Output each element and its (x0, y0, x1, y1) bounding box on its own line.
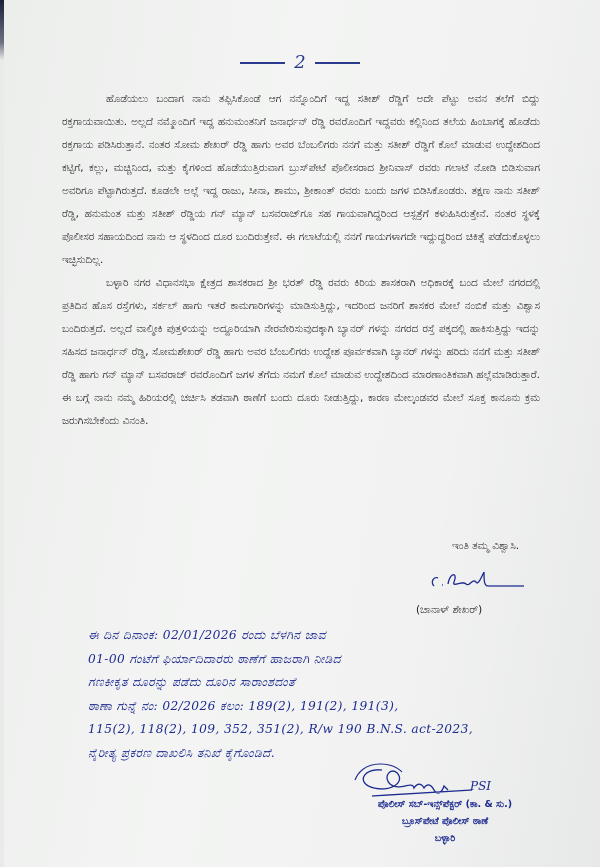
police-endorsement (88, 624, 588, 765)
paragraph-incident: ಹೊಡೆಯಲು ಬಂದಾಗ ನಾನು ತಪ್ಪಿಸಿಕೊಂಡೆ ಆಗ ನನ್ನೊಂದಿಗೆ ಇದ್ದ ಸತೀಶ್ ರೆಡ್ಡಿಗೆ ಅದೇ ಪೆಟ್ಟು ಅವನ ತಲೆಗೆ ಬಿದ್ದು ರಕ್ತಗಾಯವಾಯಿತು. ಅಲ್ಲದೆ ನಮ್ಮೊಂದಿಗೆ ಇದ್ದ ಹನುಮಂತನಿಗೆ ಜನಾರ್ಧನ್ ರೆಡ್ಡಿ ರವರೊಂದಿಗೆ ಇದ್ದವರು ಕಲ್ಲಿನಿಂದ ತಲೆಯ ಹಿಂಬಾಗಕ್ಕೆ ಹೊಡೆದು ರಕ್ತಗಾಯ ಪಡಿಸಿರುತ್ತಾನೆ. ನಂತರ ಸೋಮ ಶೇಖರ್ ರೆಡ್ಡಿ ಹಾಗು ಅವರ ಬೆಂಬಲಿಗರು ನನಗೆ ಮತ್ತು ಸತೀಶ್ ರೆಡ್ಡಿಗೆ ಕೊಲೆ ಮಾಡುವ ಉದ್ದೇಶದಿಂದ ಕಟ್ಟಿಗೆ, ಕಲ್ಲು, ಮಚ್ಚಿನಿಂದ, ಮತ್ತು ಕೈಗಳಿಂದ ಹೊಡೆಯುತ್ತಿರುವಾಗ ಬ್ರುಸ್‌ಪೇಟೆ ಪೊಲೀಸರಾದ ಶ್ರೀನಿವಾಸ್ ರವರು ಗಲಾಟೆ ನೋಡಿ ಬಿಡಿಸುವಾಗ ಅವರಿಗೂ ಪೆಟ್ಟಾಗಿರುತ್ತದೆ. ಕೂಡಲೇ ಅಲ್ಲೆ ಇದ್ದ ರಾಜು, ಸೀನಾ, ಶಾಮು, ಶ್ರೀಕಾಂತ್ ರವರು ಬಂದು ಜಗಳ ಬಿಡಿಸಿಕೊಂಡರು. ತಕ್ಷಣ ನಾನು ಸತೀಶ್ ರೆಡ್ಡಿ, ಹನುಮಂತ ಮತ್ತು ಸತೀಶ್ ರೆಡ್ಡಿಯ ಗನ್ ಮ್ಯಾನ್ ಬಸವರಾಜ್‌ಗೂ ಸಹ ಗಾಯವಾಗಿದ್ದರಿಂದ ಆಸ್ಪತ್ರೆಗೆ ಕಳುಹಿಸಿರುತ್ತೇನೆ. ನಂತರ ಸ್ಥಳಕ್ಕೆ ಪೊಲೀಸರ ಸಹಾಯದಿಂದ ನಾನು ಆ ಸ್ಥಳದಿಂದ ದೂರ ಬಂದಿರುತ್ತೇನೆ. ಈ ಗಲಾಟೆಯಲ್ಲಿ ನನಗೆ ಗಾಯಗಳಾಗದೇ ಇದ್ದುದ್ದರಿಂದ ಚಿಕಿತ್ಸೆ ಪಡೆದುಕೊಳ್ಳಲು ಇಚ್ಛಿಸುದಿಲ್ಲ. (62, 93, 540, 266)
police-station: ಬ್ರೂಸ್‌ಪೇಟೆ ಪೊಲೀಸ್ ಠಾಣೆ (401, 816, 489, 827)
dash-left (240, 62, 285, 64)
endorsement-line: ಈ ದಿನ ದಿನಾಂಕ: 02/01/2026 ರಂದು ಬೆಳಗಿನ ಜಾವ (88, 628, 326, 642)
sender-name: (ಚಾನಾಳ್ ಶೇಖರ್) (416, 604, 483, 616)
endorsement-line: ನೈರೀತ್ಯ ಪ್ರಕರಣ ದಾಖಲಿಸಿ ತನಿಖೆ ಕೈಗೊಂಡಿದೆ. (88, 745, 276, 760)
sender-signature (428, 568, 528, 594)
page-number-marker (0, 52, 600, 73)
dash-right (315, 62, 360, 64)
officer-initials: PSI (470, 779, 492, 793)
endorsement-line: 01-00 ಗಂಟೆಗೆ ಫಿರ್ಯಾದಿದಾರರು ಠಾಣೆಗೆ ಹಾಜರಾಗಿ ನೀಡಿದ (88, 651, 341, 666)
closing-salutation: ಇಂತಿ ತಮ್ಮ ವಿಶ್ವಾಸಿ. (452, 540, 520, 552)
endorsement-line: ಠಾಣಾ ಗುನ್ನೆ ನಂ: 02/2026 ಕಲಂ: 189(2), 191(2), 191(3), (88, 698, 399, 713)
officer-stamp (330, 779, 560, 847)
page-number: 2 (294, 52, 306, 73)
paragraph-background: ಬಳ್ಳಾರಿ ನಗರ ವಿಧಾನಸಭಾ ಕ್ಷೇತ್ರದ ಶಾಸಕರಾದ ಶ್ರೀ ಭರತ್ ರೆಡ್ಡಿ ರವರು ಕಿರಿಯ ಶಾಸಕರಾಗಿ ಅಧಿಕಾರಕ್ಕೆ ಬಂದ ಮೇಲೆ ನಗರದಲ್ಲಿ ಪ್ರತಿದಿನ ಹೊಸ ರಸ್ತೆಗಳು, ಸರ್ಕಲ್ ಹಾಗು ಇತರೆ ಕಾಮಗಾರಿಗಳನ್ನು ಮಾಡಿಸುತ್ತಿದ್ದು, ಇದರಿಂದ ಜನರಿಗೆ ಶಾಸಕರ ಮೇಲೆ ನಂಬಿಕೆ ಮತ್ತು ವಿಶ್ವಾಸ ಬಂದಿರುತ್ತದೆ. ಅಲ್ಲದೆ ವಾಲ್ಮೀಕಿ ಪುತ್ತಳಿಯನ್ನು ಅದ್ದೂರಿಯಾಗಿ ನೇರವೇರಿಸುವುದಕ್ಕಾಗಿ ಬ್ಯಾನರ್ ಗಳನ್ನು ನಗರದ ರಸ್ತೆ ಪಕ್ಕದಲ್ಲಿ ಹಾಕಿಸುತ್ತಿದ್ದು ಇದನ್ನು ಸಹಿಸದ ಜನಾರ್ಧನ್ ರೆಡ್ಡಿ, ಸೋಮಶೇಖರ್ ರೆಡ್ಡಿ ಹಾಗು ಅವರ ಬೆಂಬಲಿಗರು ಉದ್ದೇಶ ಪೂರ್ವಕವಾಗಿ ಬ್ಯಾನರ್ ಗಳನ್ನು ಹರಿದು ನನಗೆ ಮತ್ತು ಸತೀಶ್ ರೆಡ್ಡಿ ಹಾಗು ಗನ್ ಮ್ಯಾನ್ ಬಸವರಾಜ್ ರವರೊಂದಿಗೆ ಜಗಳ ತೆಗೆದು ನಮಗೆ ಕೊಲೆ ಮಾಡುವ ಉದ್ದೇಶದಿಂದ ಮಾರಣಾಂತಿಕವಾಗಿ ಹಲ್ಲೆಮಾಡಿರುತ್ತಾರೆ. ಈ ಬಗ್ಗೆ ನಾನು ನಮ್ಮ ಹಿರಿಯರಲ್ಲಿ ಚರ್ಚಿಸಿ ತಡವಾಗಿ ಠಾಣೆಗೆ ಬಂದು ದೂರು ನೀಡುತ್ತಿದ್ದು, ಕಾರಣ ಮೇಲ್ಕಂಡವರ ಮೇಲೆ ಸೂಕ್ತ ಕಾನೂನು ಕ್ರಮ ಜರುಗಿಸಬೇಕೆಂದು ವಿನಂತಿ. (62, 277, 540, 427)
letter-body (62, 88, 540, 433)
endorsement-line: 115(2), 118(2), 109, 352, 351(2), R/w 190 B.N.S. act-2023, (88, 722, 474, 736)
officer-designation: ಪೊಲೀಸ್ ಸಬ್-ಇನ್ಸ್‌ಪೆಕ್ಟರ್ (ಕಾ. & ಸು.) (377, 799, 513, 810)
station-city: ಬಳ್ಳಾರಿ (434, 833, 456, 844)
endorsement-line: ಗಣಕೀಕೃತ ದೂರನ್ನು ಪಡೆದು ದೂರಿನ ಸಾರಾಂಶದಂತೆ (88, 675, 296, 689)
